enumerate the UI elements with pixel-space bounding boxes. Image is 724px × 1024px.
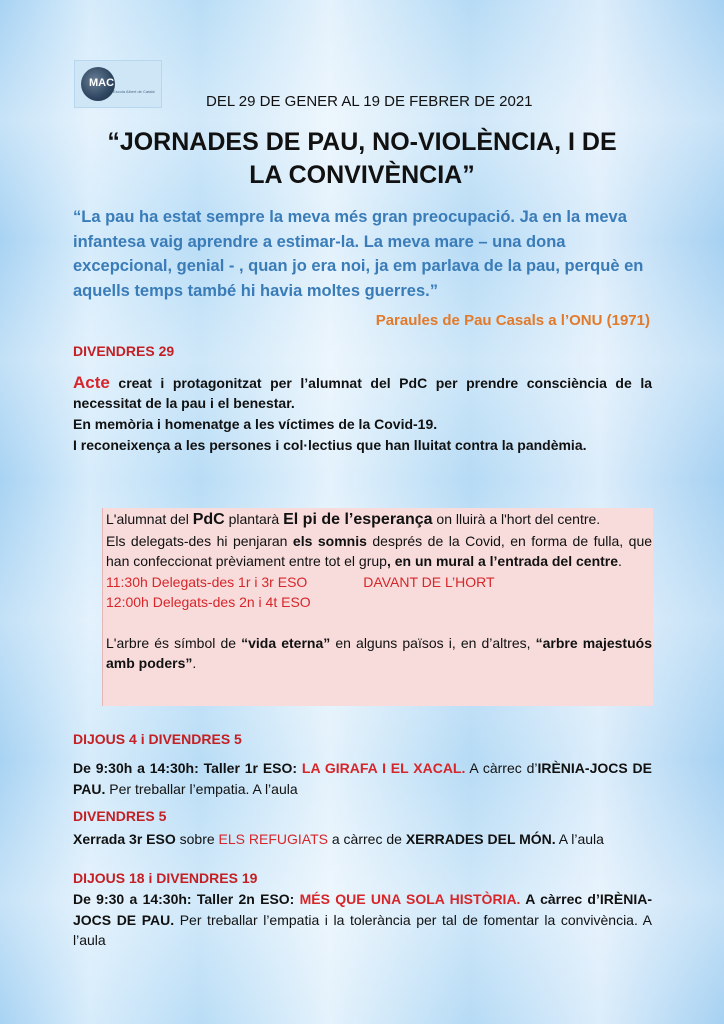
workshop-girafa: De 9:30h a 14:30h: Taller 1r ESO: LA GIRAFA I EL XACAL. A càrrec d’IRÈNIA-JOCS DE PAU. Per treballar l’empatia. A l’aula [73,760,652,797]
tree-planting-box [102,508,653,706]
schedule-row-1 [106,572,652,593]
logo-subtext: Escola Albert de Català [113,89,155,94]
title-line-1: “JORNADES DE PAU, NO-VIOLÈNCIA, I DE [107,128,617,156]
schedule-time-2: 12:00h Delegats-des 2n i 4t ESO [106,594,311,610]
acte-memory-line: En memòria i homenatge a les víctimes de la Covid-19. [73,416,438,432]
acte-label: Acte [73,373,110,392]
workshop-historia: De 9:30 a 14:30h: Taller 2n ESO: MÉS QUE UNA SOLA HISTÒRIA. A càrrec d’IRÈNIA-JOCS DE PAU. Per treballar l’empatia i la tolerància per tal de fomentar la convivència. A l’aula [73,891,652,948]
quote-source: Paraules de Pau Casals a l’ONU (1971) [375,312,650,329]
day-heading-dijous-18: DIJOUS 18 i DIVENDRES 19 [73,870,258,886]
acte-recognition-line: I reconeixença a les persones i col·lectius que han lluitat contra la pandèmia. [73,437,587,453]
schedule-time-1: 11:30h Delegats-des 1r i 3r ESO [106,573,308,590]
acte-description: Acte creat i protagonitzat per l’alumnat del PdC per prendre consciència de la necessitat de la pau i el benestar. [73,373,652,411]
schedule-place: DAVANT DE L’HORT [363,573,495,590]
page-title [60,126,664,192]
day-heading-divendres-5: DIVENDRES 5 [73,808,167,824]
school-logo [74,60,162,108]
box-paragraph-2: Els delegats-des hi penjaran els somnis després de la Covid, en forma de fulla, que han confeccionat prèviament entre tot el grup, en un mural a l’entrada del centre. [106,532,653,569]
talk-refugiats: Xerrada 3r ESO sobre ELS REFUGIATS a càrrec de XERRADES DEL MÓN. A l’aula [73,831,604,847]
logo-text: MAC [89,77,115,89]
box-paragraph-3: L'arbre és símbol de “vida eterna” en alguns països i, en d’altres, “arbre majestuós amb poders”. [106,634,652,671]
day-heading-divendres-29: DIVENDRES 29 [73,343,175,359]
box-paragraph-1: L'alumnat del PdC plantarà El pi de l’esperança on lluirà a l'hort del centre. [106,511,601,528]
event-dates: DEL 29 DE GENER AL 19 DE FEBRER DE 2021 [206,93,533,110]
title-line-2: LA CONVIVÈNCIA” [249,161,475,189]
day-heading-dijous-4: DIJOUS 4 i DIVENDRES 5 [73,731,242,747]
pau-casals-quote: “La pau ha estat sempre la meva més gran preocupació. Ja en la meva infantesa vaig aprendre a estimar-la. La meva mare – una dona excepcional, genial - , quan jo era noi, ja em parlava de la pau, perquè en aquells temps també hi havia moltes guerres.” [73,208,644,300]
